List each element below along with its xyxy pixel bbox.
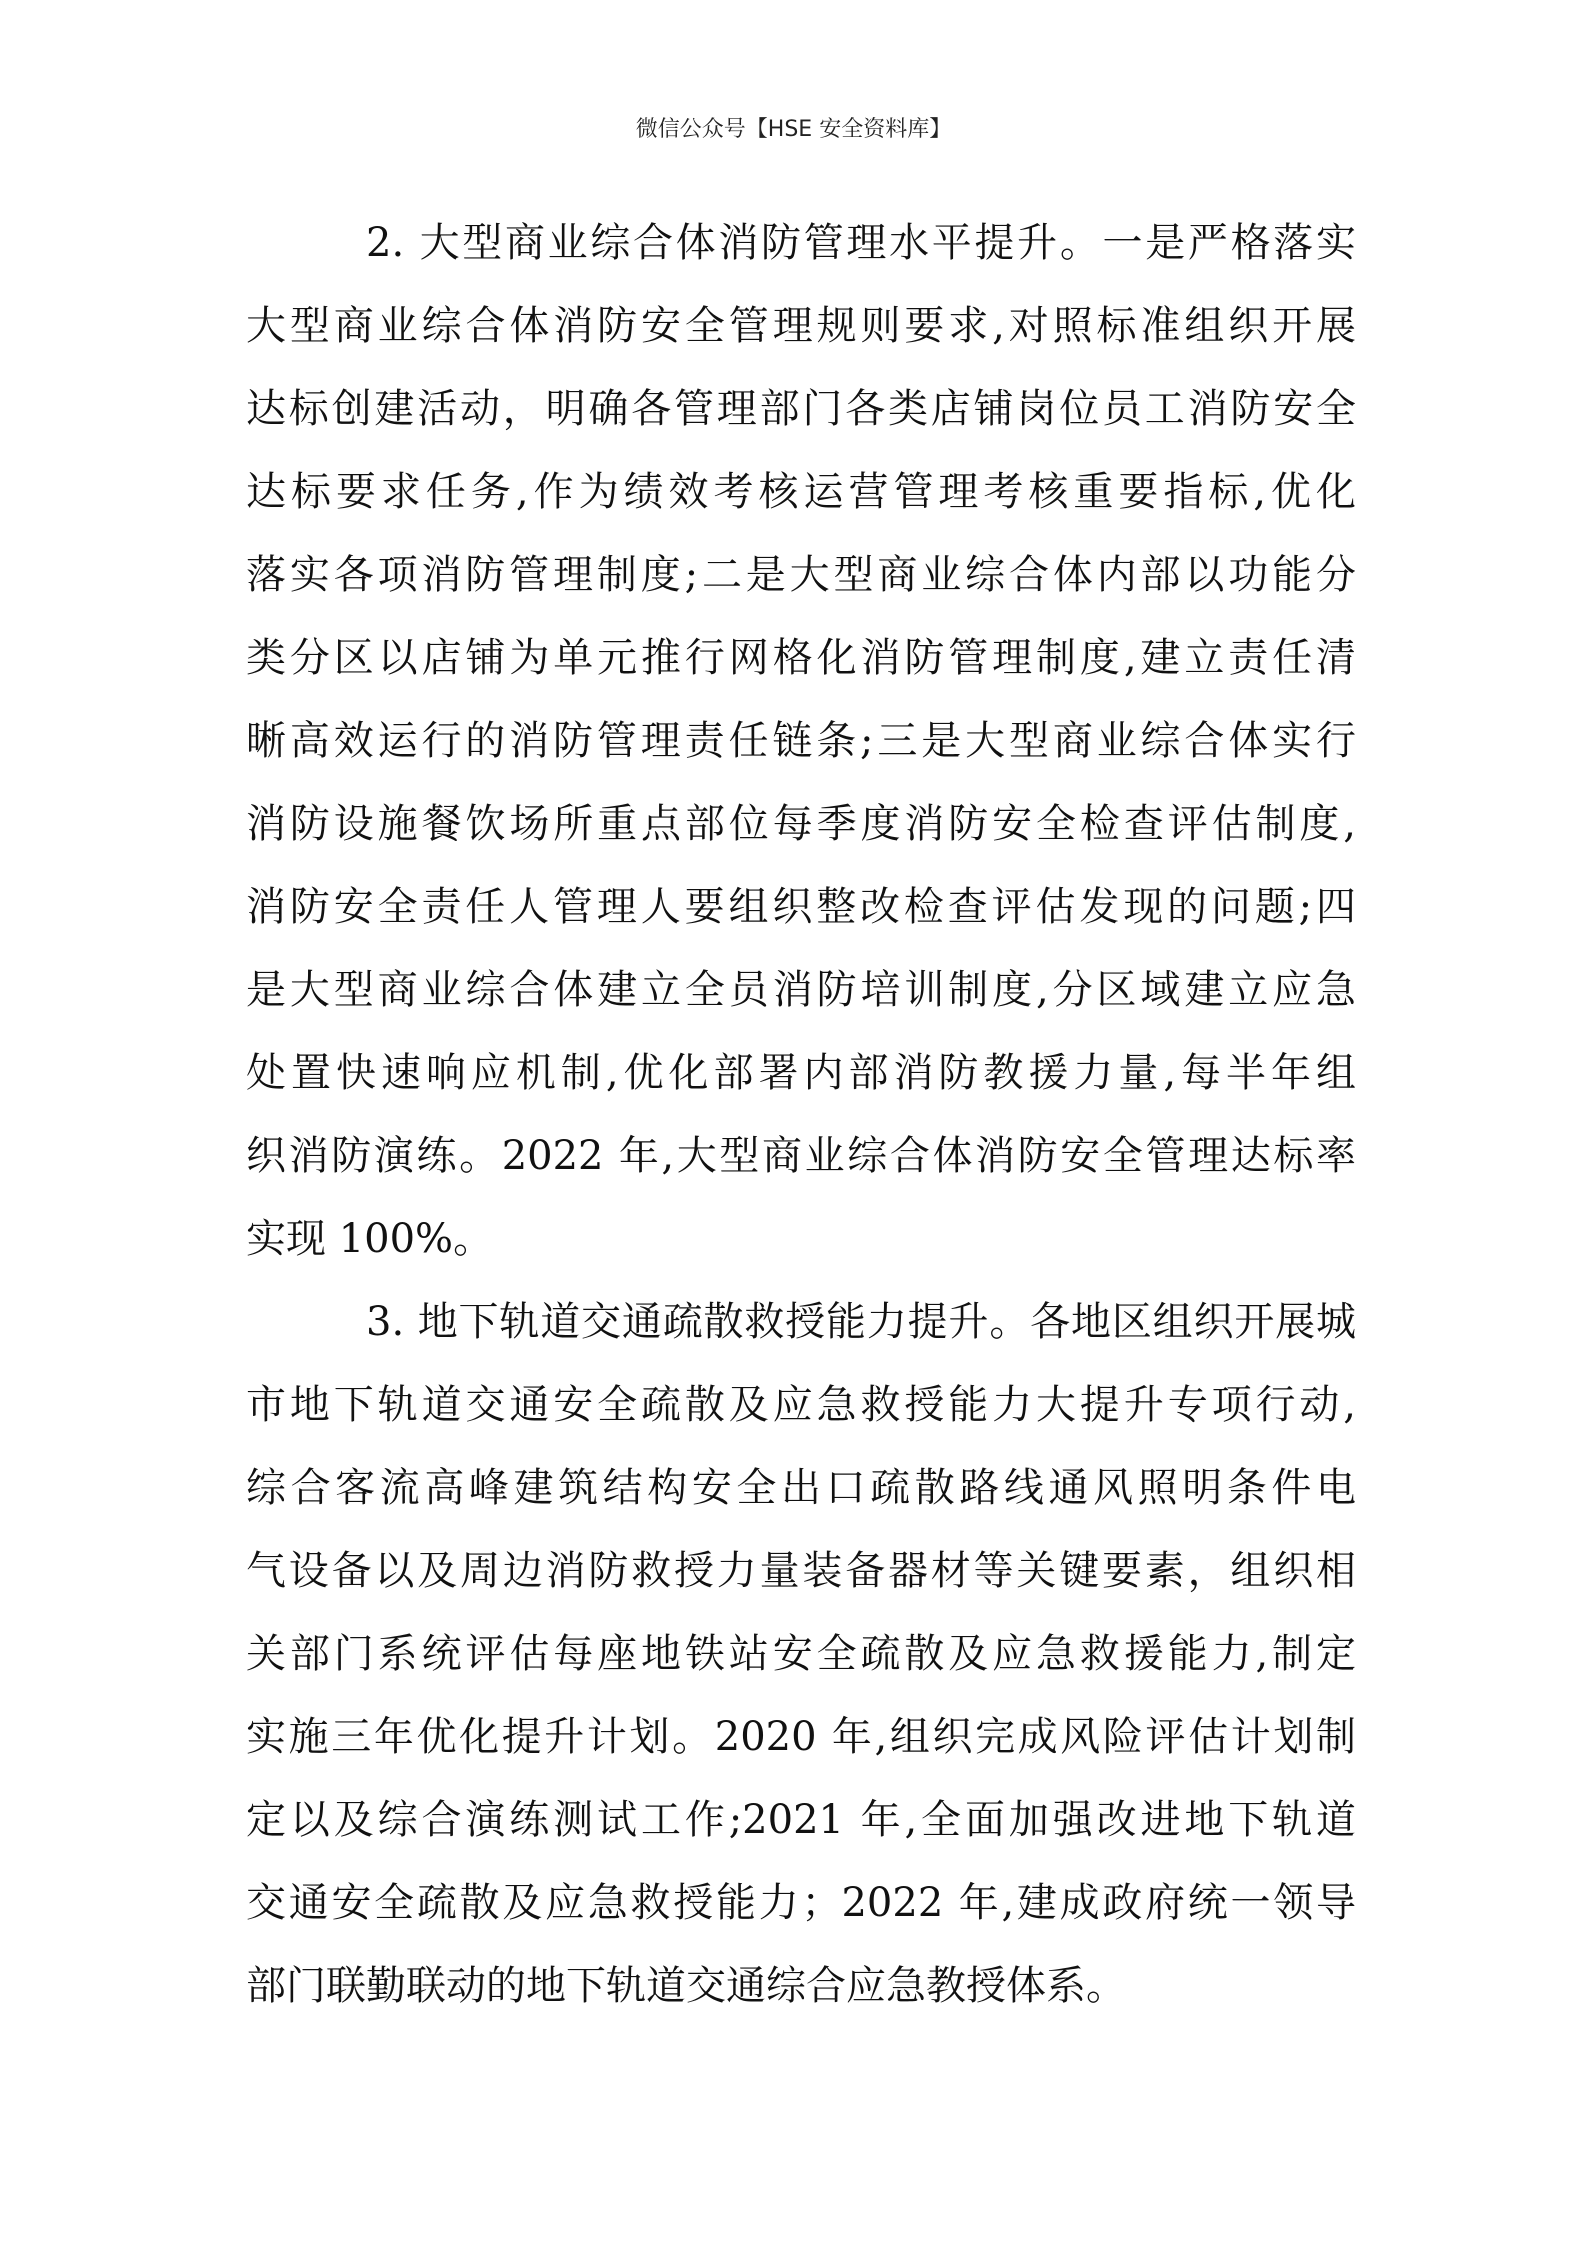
paragraph-line: 晰高效运行的消防管理责任链条;三是大型商业综合体实行 (246, 718, 1356, 764)
paragraph-line: 综合客流高峰建筑结构安全出口疏散路线通风照明条件电 (246, 1465, 1356, 1511)
paragraph-line: 织消防演练。2022 年,大型商业综合体消防安全管理达标率 (246, 1133, 1356, 1179)
paragraph-line: 定以及综合演练测试工作;2021 年,全面加强改进地下轨道 (246, 1797, 1356, 1843)
document-body (246, 202, 1356, 2028)
page-header: 微信公众号【HSE 安全资料库】 (635, 117, 952, 142)
paragraph-3 (246, 1281, 1356, 2028)
paragraph-line: 类分区以店铺为单元推行网格化消防管理制度,建立责任清 (246, 635, 1356, 681)
paragraph-line: 达标要求任务,作为绩效考核运营管理考核重要指标,优化 (246, 469, 1356, 515)
paragraph-line: 2. 大型商业综合体消防管理水平提升。一是严格落实 (366, 220, 1356, 266)
paragraph-line: 落实各项消防管理制度;二是大型商业综合体内部以功能分 (246, 552, 1356, 598)
paragraph-line: 达标创建活动，明确各管理部门各类店铺岗位员工消防安全 (246, 386, 1356, 432)
paragraph-line: 大型商业综合体消防安全管理规则要求,对照标准组织开展 (246, 303, 1356, 349)
paragraph-line: 3. 地下轨道交通疏散救授能力提升。各地区组织开展城 (366, 1299, 1356, 1345)
paragraph-line: 交通安全疏散及应急救授能力；2022 年,建成政府统一领导 (246, 1880, 1356, 1926)
paragraph-2 (246, 202, 1356, 1281)
paragraph-line: 是大型商业综合体建立全员消防培训制度,分区域建立应急 (246, 967, 1356, 1013)
paragraph-line: 关部门系统评估每座地铁站安全疏散及应急救援能力,制定 (246, 1631, 1356, 1677)
paragraph-line: 处置快速响应机制,优化部署内部消防教援力量,每半年组 (246, 1050, 1356, 1096)
paragraph-line: 市地下轨道交通安全疏散及应急救授能力大提升专项行动, (246, 1382, 1356, 1428)
paragraph-line: 消防设施餐饮场所重点部位每季度消防安全检查评估制度, (246, 801, 1356, 847)
paragraph-line: 部门联勤联动的地下轨道交通综合应急教授体系。 (246, 1963, 1126, 2009)
paragraph-line: 实现 100%。 (246, 1216, 494, 1262)
paragraph-line: 气设备以及周边消防救授力量装备器材等关键要素，组织相 (246, 1548, 1356, 1594)
paragraph-line: 消防安全责任人管理人要组织整改检查评估发现的问题;四 (246, 884, 1356, 930)
paragraph-line: 实施三年优化提升计划。2020 年,组织完成风险评估计划制 (246, 1714, 1356, 1760)
